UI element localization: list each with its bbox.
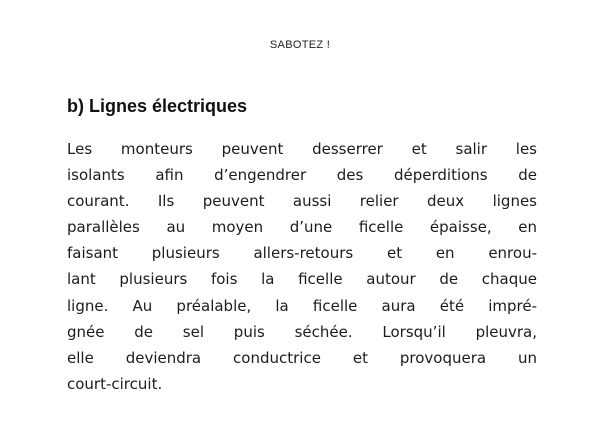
paragraph-line: gnée de sel puis séchée. Lorsqu’il pleuvra, [67, 322, 537, 341]
paragraph-line: lant plusieurs fois la ficelle autour de chaque [67, 270, 537, 289]
paragraph-line: court-circuit. [67, 374, 163, 393]
paragraph-line: elle deviendra conductrice et provoquera un [67, 348, 537, 367]
paragraph-line: faisant plusieurs allers-retours et en enrou- [67, 244, 537, 263]
paragraph-line: isolants afin d’engendrer des déperditions de [67, 166, 537, 185]
running-header: SABOTEZ ! [269, 39, 331, 51]
paragraph-line: ligne. Au préalable, la ficelle aura été impré- [67, 296, 537, 315]
paragraph-line: parallèles au moyen d’une ficelle épaisse, en [67, 218, 537, 237]
section-title: b) Lignes électriques [67, 96, 248, 116]
body-paragraph [67, 136, 537, 397]
paragraph-line: Les monteurs peuvent desserrer et salir les [67, 140, 537, 158]
paragraph-line: courant. Ils peuvent aussi relier deux lignes [67, 192, 537, 211]
